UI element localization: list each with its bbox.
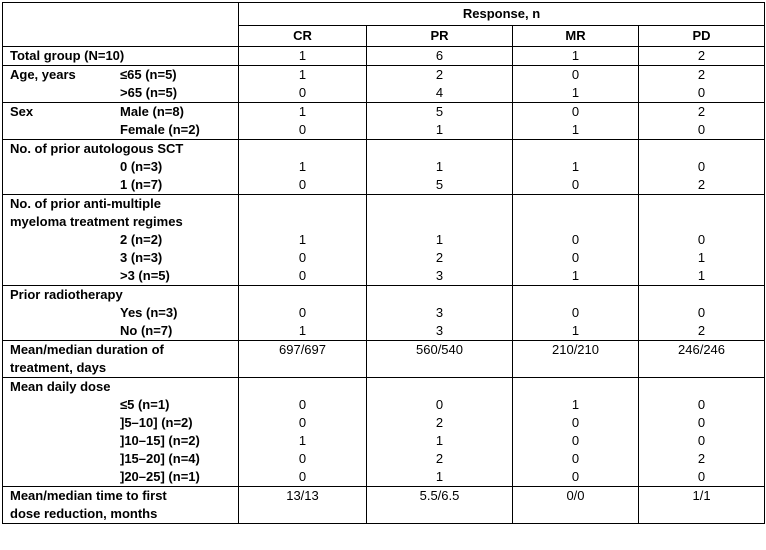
- row-sublabel: 1 (n=7): [120, 177, 163, 192]
- value: [639, 213, 764, 231]
- value-cell: [367, 140, 513, 195]
- row-sublabel: ]5–10] (n=2): [120, 415, 193, 430]
- row-label-cell: [3, 195, 239, 286]
- table-row: [3, 66, 765, 103]
- value-cell: [513, 103, 639, 140]
- response-table: [2, 2, 765, 524]
- value: 0: [298, 451, 307, 466]
- value-cell: [639, 286, 765, 341]
- value-cell: [639, 66, 765, 103]
- row-label-line: [3, 249, 238, 267]
- row-label-line: [3, 176, 238, 194]
- value: 0: [697, 232, 706, 247]
- table-row: [3, 378, 765, 487]
- row-label-line: [3, 213, 238, 231]
- value: 0: [298, 177, 307, 192]
- value-cell: [239, 487, 367, 524]
- row-label-cell: [3, 487, 239, 524]
- row-label-cell: [3, 66, 239, 103]
- value: 1: [298, 159, 307, 174]
- row-label: No. of prior anti-multiple: [10, 196, 161, 211]
- value: 2: [435, 67, 444, 82]
- value: 0: [571, 67, 580, 82]
- value: [513, 213, 638, 231]
- value: 0: [435, 397, 444, 412]
- value: [639, 140, 764, 158]
- col-header-pr: PR: [367, 26, 513, 47]
- value: 1: [435, 159, 444, 174]
- header-row-1: [3, 3, 765, 26]
- value-cell: [513, 341, 639, 378]
- value: [367, 359, 512, 377]
- value: 0: [697, 159, 706, 174]
- row-label-cell: [3, 140, 239, 195]
- value: 1: [571, 85, 580, 100]
- value-cell: [367, 103, 513, 140]
- row-label-line: [3, 304, 238, 322]
- row-label: Mean/median time to first: [10, 488, 167, 503]
- value: [513, 286, 638, 304]
- value: 0: [697, 397, 706, 412]
- value: 2: [697, 323, 706, 338]
- value: 0: [571, 451, 580, 466]
- table-row: [3, 487, 765, 524]
- value: [513, 140, 638, 158]
- value: 1: [571, 397, 580, 412]
- value-cell: [367, 47, 513, 66]
- row-label-cell: [3, 103, 239, 140]
- row-label-line: [3, 487, 238, 505]
- value: 0: [571, 433, 580, 448]
- value-cell: [367, 286, 513, 341]
- value: 210/210: [552, 342, 599, 357]
- row-sublabel: Yes (n=3): [120, 305, 178, 320]
- value: 0: [298, 268, 307, 283]
- row-sublabel: Male (n=8): [120, 104, 184, 119]
- value: 5: [435, 104, 444, 119]
- value-cell: [639, 140, 765, 195]
- value: [239, 505, 366, 523]
- row-label-line: [3, 396, 238, 414]
- row-sublabel: ]20–25] (n=1): [120, 469, 200, 484]
- row-label-line: [3, 359, 238, 377]
- row-label: myeloma treatment regimes: [10, 214, 183, 229]
- value: [367, 213, 512, 231]
- row-label-line: [3, 158, 238, 176]
- value: 1: [298, 323, 307, 338]
- row-sublabel: ≤65 (n=5): [120, 67, 177, 82]
- value: 2: [435, 415, 444, 430]
- row-sublabel: >3 (n=5): [120, 268, 170, 283]
- value-cell: [239, 140, 367, 195]
- value: 1: [435, 469, 444, 484]
- row-label-line: [3, 267, 238, 285]
- value: 1: [435, 232, 444, 247]
- value: 0: [571, 250, 580, 265]
- value: [239, 359, 366, 377]
- value: 0: [298, 397, 307, 412]
- value-cell: [239, 103, 367, 140]
- value: 0: [571, 305, 580, 320]
- value: [367, 140, 512, 158]
- response-header: Response, n: [239, 3, 765, 26]
- value: 3: [435, 323, 444, 338]
- value-cell: [239, 47, 367, 66]
- row-label-line: [3, 505, 238, 523]
- value-cell: [513, 47, 639, 66]
- row-label-cell: [3, 286, 239, 341]
- value: [639, 286, 764, 304]
- value: 560/540: [416, 342, 463, 357]
- row-sublabel: Female (n=2): [120, 122, 200, 137]
- value-cell: [513, 195, 639, 286]
- row-label-line: [3, 450, 238, 468]
- value: [367, 378, 512, 396]
- value-cell: [513, 487, 639, 524]
- row-label: Total group (N=10): [10, 48, 125, 63]
- value: 1: [298, 232, 307, 247]
- value: 0: [697, 415, 706, 430]
- value: 0: [298, 122, 307, 137]
- value: 1: [571, 122, 580, 137]
- value: 5: [435, 177, 444, 192]
- value: 1: [435, 433, 444, 448]
- value: 0: [298, 250, 307, 265]
- value: 4: [435, 85, 444, 100]
- value: 2: [697, 67, 706, 82]
- value: [367, 286, 512, 304]
- value-cell: [367, 195, 513, 286]
- row-label-line: [3, 286, 238, 304]
- row-sublabel: 3 (n=3): [120, 250, 163, 265]
- value: [639, 359, 764, 377]
- value: 2: [697, 177, 706, 192]
- value: 697/697: [279, 342, 326, 357]
- value: [239, 378, 366, 396]
- row-sublabel: ]10–15] (n=2): [120, 433, 200, 448]
- value-cell: [239, 286, 367, 341]
- value: 13/13: [286, 488, 319, 503]
- value: 2: [435, 250, 444, 265]
- row-label-line: [3, 47, 238, 65]
- row-label-line: [3, 140, 238, 158]
- value-cell: [513, 140, 639, 195]
- value: 0: [298, 85, 307, 100]
- row-sublabel: ]15–20] (n=4): [120, 451, 200, 466]
- value-cell: [513, 66, 639, 103]
- row-label-cell: [3, 47, 239, 66]
- col-header-cr: CR: [239, 26, 367, 47]
- row-label: Mean/median duration of: [10, 342, 164, 357]
- value: [513, 195, 638, 213]
- value: 1: [298, 48, 307, 63]
- value-cell: [367, 487, 513, 524]
- value-cell: [367, 66, 513, 103]
- value-cell: [239, 195, 367, 286]
- value: 5.5/6.5: [419, 488, 460, 503]
- value: 0: [298, 469, 307, 484]
- value: [367, 195, 512, 213]
- value: 0: [571, 177, 580, 192]
- value: 1: [298, 104, 307, 119]
- table-row: [3, 103, 765, 140]
- value: 6: [435, 48, 444, 63]
- row-label: Sex: [10, 104, 34, 119]
- table-row: [3, 140, 765, 195]
- value: 0: [697, 305, 706, 320]
- value-cell: [367, 341, 513, 378]
- value: 0: [571, 232, 580, 247]
- value: [639, 505, 764, 523]
- row-label-line: [3, 66, 238, 84]
- row-label: treatment, days: [10, 360, 107, 375]
- value: [239, 213, 366, 231]
- value: [513, 505, 638, 523]
- value-cell: [639, 378, 765, 487]
- value: 1/1: [692, 488, 711, 503]
- value-cell: [239, 378, 367, 487]
- value: [239, 286, 366, 304]
- row-label: dose reduction, months: [10, 506, 158, 521]
- value: [639, 195, 764, 213]
- row-label: Mean daily dose: [10, 379, 111, 394]
- value: 2: [435, 451, 444, 466]
- value: [239, 195, 366, 213]
- value: 0: [571, 469, 580, 484]
- row-sublabel: 2 (n=2): [120, 232, 163, 247]
- row-label-line: [3, 195, 238, 213]
- value: 1: [571, 159, 580, 174]
- row-label-line: [3, 84, 238, 102]
- value: 1: [571, 48, 580, 63]
- value: 0: [571, 104, 580, 119]
- value: 1: [697, 250, 706, 265]
- row-label-cell: [3, 378, 239, 487]
- row-label-line: [3, 341, 238, 359]
- table-row: [3, 195, 765, 286]
- value: 3: [435, 268, 444, 283]
- row-sublabel: 0 (n=3): [120, 159, 163, 174]
- value: 3: [435, 305, 444, 320]
- value: 2: [697, 48, 706, 63]
- row-label-line: [3, 468, 238, 486]
- row-label-line: [3, 414, 238, 432]
- value-cell: [639, 103, 765, 140]
- value-cell: [639, 195, 765, 286]
- table-row: [3, 341, 765, 378]
- row-label-line: [3, 378, 238, 396]
- value-cell: [367, 378, 513, 487]
- row-sublabel: No (n=7): [120, 323, 173, 338]
- row-label: Age, years: [10, 67, 76, 82]
- empty-header-cell: [3, 3, 239, 47]
- col-header-mr: MR: [513, 26, 639, 47]
- row-label-line: [3, 103, 238, 121]
- value: 0: [697, 85, 706, 100]
- value: 0: [697, 433, 706, 448]
- value: [239, 140, 366, 158]
- row-label: Prior radiotherapy: [10, 287, 123, 302]
- value: 246/246: [678, 342, 726, 357]
- value: 0/0: [566, 488, 585, 503]
- row-sublabel: >65 (n=5): [120, 85, 178, 100]
- value-cell: [513, 286, 639, 341]
- value-cell: [639, 47, 765, 66]
- value-cell: [239, 66, 367, 103]
- value: [367, 505, 512, 523]
- value: 0: [298, 415, 307, 430]
- row-label-line: [3, 322, 238, 340]
- row-sublabel: ≤5 (n=1): [120, 397, 170, 412]
- row-label: No. of prior autologous SCT: [10, 141, 184, 156]
- value: 1: [298, 67, 307, 82]
- value: 0: [571, 415, 580, 430]
- row-label-line: [3, 121, 238, 139]
- value: 1: [571, 268, 580, 283]
- table-body: [3, 47, 765, 524]
- value: 0: [298, 305, 307, 320]
- value: 1: [435, 122, 444, 137]
- value: 2: [697, 104, 706, 119]
- table-row: [3, 47, 765, 66]
- value: 1: [571, 323, 580, 338]
- value: 0: [697, 469, 706, 484]
- row-label-line: [3, 231, 238, 249]
- value-cell: [513, 378, 639, 487]
- value: [513, 359, 638, 377]
- value: 0: [697, 122, 706, 137]
- row-label-line: [3, 432, 238, 450]
- row-label-cell: [3, 341, 239, 378]
- col-header-pd: PD: [639, 26, 765, 47]
- value: 1: [697, 268, 706, 283]
- value: [513, 378, 638, 396]
- value: 1: [298, 433, 307, 448]
- table-row: [3, 286, 765, 341]
- value: [639, 378, 764, 396]
- value-cell: [639, 487, 765, 524]
- value: 2: [697, 451, 706, 466]
- value-cell: [239, 341, 367, 378]
- value-cell: [639, 341, 765, 378]
